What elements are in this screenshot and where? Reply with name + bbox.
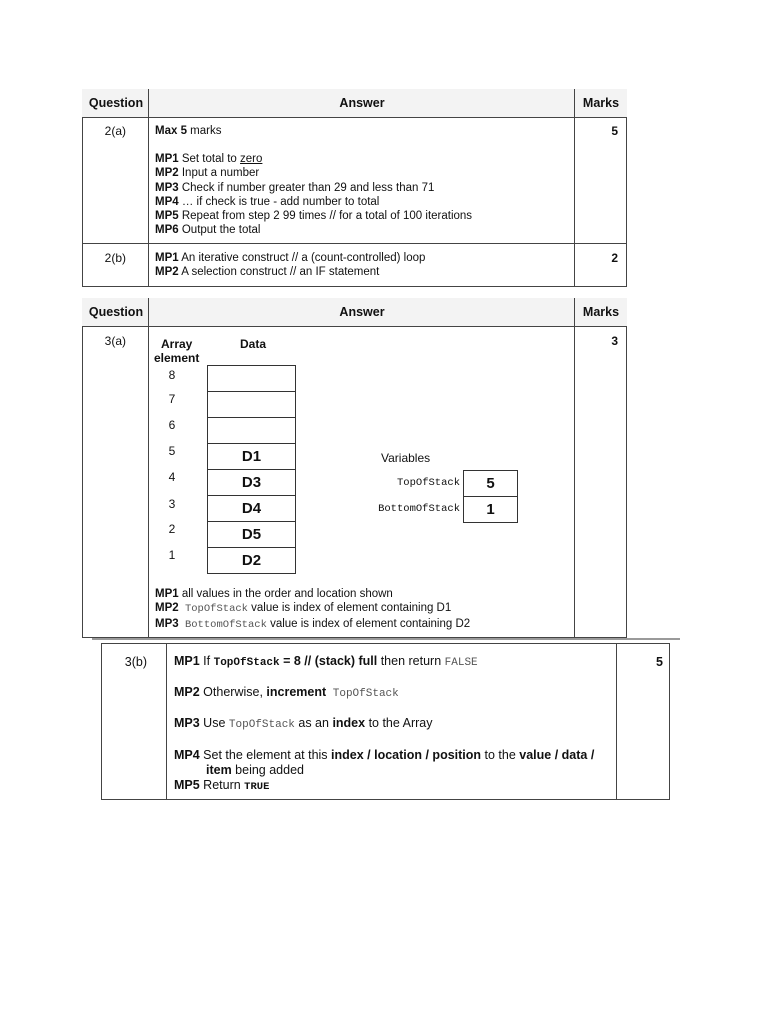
question-number: 3(b)	[124, 655, 147, 669]
marks-value: 5	[611, 124, 618, 138]
array-index: 5	[168, 444, 176, 458]
variable-value: 1	[463, 496, 518, 523]
marks-value: 3	[611, 334, 618, 348]
question-number: 2(a)	[104, 124, 126, 138]
marking-point: MP5 Repeat from step 2 99 times // for a total of 100 iterations	[155, 210, 473, 223]
marking-point: MP4 … if check is true - add number to total	[155, 195, 380, 208]
array-index: 1	[168, 548, 176, 562]
array-index: 2	[168, 522, 176, 536]
marking-point: MP3 Check if number greater than 29 and less than 71	[155, 181, 435, 194]
marks-value: 5	[656, 655, 663, 669]
variable-value: 5	[463, 470, 518, 497]
marks-header: Marks	[582, 96, 620, 110]
array-cell: D5	[207, 521, 296, 548]
array-index: 4	[168, 470, 176, 484]
marking-point: MP2 TopOfStack value is index of element containing D1	[155, 602, 452, 616]
marking-point: MP1 Set total to zero	[155, 153, 263, 165]
answer-points-3a	[155, 587, 470, 632]
question-header: Question	[88, 96, 144, 110]
question-header: Question	[88, 305, 144, 319]
marks-header: Marks	[582, 305, 620, 319]
variable-name: TopOfStack	[396, 477, 460, 489]
array-index: 7	[168, 392, 176, 406]
marking-point-continuation: item being added	[206, 763, 304, 777]
marking-point: MP2 Input a number	[155, 167, 260, 180]
array-cell: D4	[207, 495, 296, 522]
marking-point: MP6 Output the total	[155, 224, 261, 237]
marking-point: MP3 Use TopOfStack as an index to the Array	[174, 716, 433, 731]
variables-title: Variables	[381, 451, 431, 465]
data-label: Data	[240, 337, 267, 351]
element-label: element	[154, 351, 200, 365]
variable-name: BottomOfStack	[378, 503, 460, 515]
marking-point: MP4 Set the element at this index / location / position to the value / data /	[174, 748, 595, 762]
marking-point: MP3 BottomOfStack value is index of element containing D2	[155, 617, 471, 631]
array-index: 8	[168, 368, 176, 382]
array-index: 6	[168, 418, 176, 432]
array-index: 3	[168, 497, 176, 511]
scan-seam	[92, 638, 680, 640]
marking-point: MP1 An iterative construct // a (count-controlled) loop	[155, 252, 426, 264]
answer-intro: Max 5 marks	[155, 125, 222, 137]
array-cell	[207, 391, 296, 418]
answer-header: Answer	[339, 305, 385, 319]
marks-value: 2	[611, 251, 618, 265]
marking-point: MP2 Otherwise, increment TopOfStack	[174, 685, 399, 700]
array-cell: D3	[207, 469, 296, 496]
array-cell	[207, 365, 296, 392]
marking-point: MP2 A selection construct // an IF statement	[155, 266, 380, 279]
marking-point: MP1 If TopOfStack = 8 // (stack) full then return FALSE	[174, 654, 478, 669]
array-cell: D2	[207, 547, 296, 574]
marking-point: MP5 Return TRUE	[174, 778, 270, 793]
question-number: 3(a)	[104, 334, 126, 348]
answer-header: Answer	[339, 96, 385, 110]
array-cell	[207, 417, 296, 444]
question-number: 2(b)	[104, 251, 126, 265]
answer-points-2a	[155, 152, 472, 238]
answer-points-2b	[155, 251, 425, 280]
marking-point: MP1 all values in the order and location shown	[155, 588, 393, 600]
array-cell: D1	[207, 443, 296, 470]
array-label: Array	[161, 337, 193, 351]
